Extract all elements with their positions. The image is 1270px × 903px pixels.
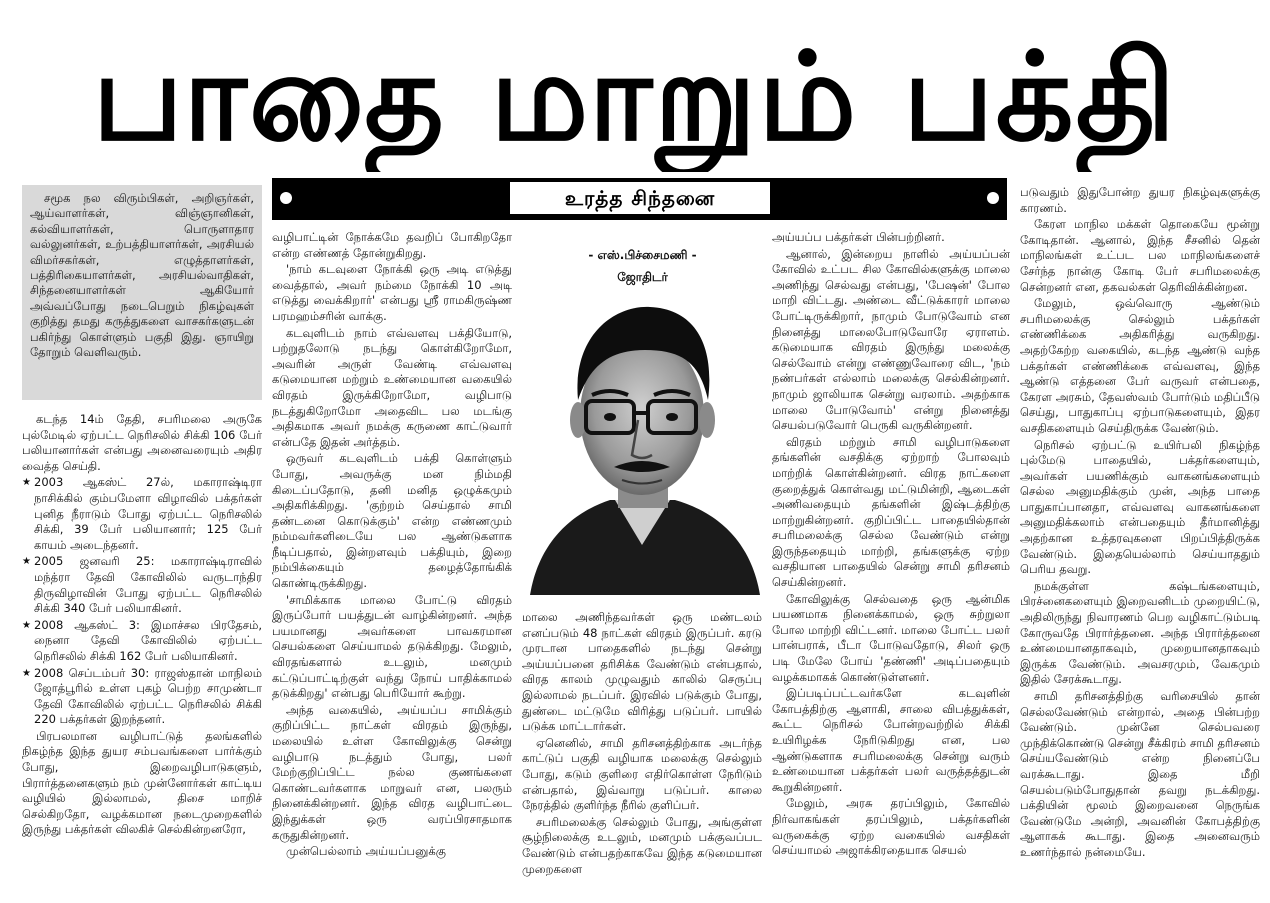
event-item: ★ 2008 செப்டம்பர் 30: ராஜஸ்தான் மாநிலம் ஜோத்பூரில் உள்ள புகழ் பெற்ற சாமுண்டா தேவி கோவிலில் ஏற்பட்ட நெரிசலில் சிக்கி 220 பக்தர்கள் இறந்தனர். [22,666,262,728]
paragraph: விரதம் மற்றும் சாமி வழிபாடுகளை தங்களின் வசதிக்கு ஏற்றாற் போலவும் மாற்றிக் கொள்கின்றனர். விரத நாட்களை குறைத்துக் கொள்வது மட்டுமின்றி, ஆடைகள் அணிவதையும் தங்களின் இஷ்டத்திற்கு மாற்றுகின்றனர். குறிப்பிட்ட பாதையில்தான் சபரிமலைக்கு செல்ல வேண்டும் என்று இருந்ததையும் மாற்றி, தங்களுக்கு ஏற்ற வசதியான பாதையில் சென்று சாமி தரிசனம் செய்கின்றனர். [772,434,1010,590]
paragraph: இப்படிப்பட்டவர்களே கடவுளின் கோபத்திற்கு ஆளாகி, சாலை விபத்துக்கள், கூட்ட நெரிசல் போன்றவற்றில் சிக்கி உயிரிழக்க நேரிடுகிறது என, பல ஆண்டுகளாக சபரிமலைக்கு சென்று வரும் உண்மையான பக்தர்கள் பலர் வருத்தத்துடன் கூறுகின்றனர். [772,686,1010,794]
column-banner-title: உரத்த சிந்தனை [510,182,770,214]
paragraph: மாலை அணிந்தவர்கள் ஒரு மண்டலம் எனப்படும் 48 நாட்கள் விரதம் இருப்பர். கரடு முரடான பாதைகளில் நடந்து சென்று அய்யப்பனை தரிசிக்க வேண்டும் என்பதால், விரத காலம் முழுவதும் காலில் செருப்பு இல்லாமல் நடப்பர். இரவில் படுக்கும் போது, துண்டை மட்டுமே விரித்து படுப்பர். பாயில் படுக்க மாட்டார்கள். [522,610,762,734]
byline-role: ஜோதிடர் [617,270,668,284]
event-item: ★ 2003 ஆகஸ்ட் 27ல், மகாராஷ்டிரா நாசிக்கில் கும்பமேளா விழாவில் பக்தர்கள் புனித நீராடும் போது ஏற்பட்ட நெரிசலில் சிக்கி, 39 பேர் பலியானார்; 125 பேர் காயம் அடைந்தனர். [22,475,262,553]
paragraph: நமக்குள்ள கஷ்டங்களையும், பிரச்னைகளையும் இறைவனிடம் முறையிட்டு, அதிலிருந்து நிவாரணம் பெற வழிகாட்டும்படி கோருவதே பிரார்த்தனை. அந்த பிரார்த்தனை உண்மையானதாகவும், முறையானதாகவும் இருக்க வேண்டும். அவசரமும், வேகமும் இதில் சேரக்கூடாது. [1020,578,1260,687]
paragraph: கடவுளிடம் நாம் எவ்வளவு பக்தியோடு, பற்றுதலோடு நடந்து கொள்கிறோமோ, அவரின் அருள் வேண்டி எவ்வளவு கடுமையான மற்றும் உண்மையான வகையில் விரதம் இருக்கிறோமோ, வழிபாடு நடத்துகிறோமோ அதைவிட பல மடங்கு அதிகமாக அவர் நமக்கு கருணை காட்டுவார் என்பதே இதன் அர்த்தம். [272,325,512,449]
paragraph: படுவதும் இதுபோன்ற துயர நிகழ்வுகளுக்கு காரணம். [1020,185,1260,215]
paragraph: கோவிலுக்கு செல்வதை ஒரு ஆன்மிக பயணமாக நினைக்காமல், ஒரு சுற்றுலா போல மாற்றி விட்டனர். மாலை போட்ட பலர் பான்பராக், பீடா போடுவதோடு, சிலர் ஒரு படி மேலே போய் 'தண்ணி' அடிப்பதையும் வழக்கமாகக் கொண்டுள்ளனர். [772,591,1010,684]
intro-text: சமூக நல விரும்பிகள், அறிஞர்கள், ஆய்வாளர்கள், விஞ்ஞானிகள், கல்வியாளர்கள், பொருளாதார வல்லுனர்கள், உற்பத்தியாளர்கள், அரசியல் விமர்சகர்கள், எழுத்தாளர்கள், பத்திரிகையாளர்கள், அரசியல்வாதிகள், சிந்தனையாளர்கள் ஆகியோர் அவ்வப்போது நடைபெறும் நிகழ்வுகள் குறித்து தமது கருத்துகளை வாசகர்களுடன் பகிர்ந்து கொள்ளும் பகுதி இது. ஞாயிறு தோறும் வெளிவரும். [30,191,254,360]
paragraph: கடந்த 14ம் தேதி, சபரிமலை அருகே புல்மேடில் ஏற்பட்ட நெரிசலில் சிக்கி 106 பேர் பலியானார்கள் என்பது அனைவரையும் அதிர வைத்த செய்தி. [22,412,262,473]
column-2 [272,230,512,900]
paragraph: பிரபலமான வழிபாட்டுத் தலங்களில் நிகழ்ந்த இந்த துயர சம்பவங்களை பார்க்கும் போது, இறைவழிபாடுகளும், பிரார்த்தனைகளும் நம் முன்னோர்கள் காட்டிய வழியில் இல்லாமல், திசை மாறிச் செல்கிறதோ, வழக்கமான நடைமுறைகளில் இருந்து பக்தர்கள் விலகிச் செல்கின்றனரோ, [22,728,262,837]
paragraph: ஏனெனில், சாமி தரிசனத்திற்காக அடர்ந்த காட்டுப் பகுதி வழியாக மலைக்கு செல்லும் போது, கடும் குளிரை எதிர்கொள்ள நேரிடும் என்பதால், இவ்வாறு படுப்பர். காலை நேரத்தில் குளிர்ந்த நீரில் குளிப்பர். [522,735,762,813]
bullet-left-icon [280,192,292,204]
paragraph: கேரள மாநில மக்கள் தொகையே மூன்று கோடிதான். ஆனால், இந்த சீசனில் தென் மாநிலங்கள் உட்பட பல மாநிலங்களைச் சேர்ந்த நான்கு கோடி பேர் சபரிமலைக்கு சென்றனர் என, தகவல்கள் தெரிவிக்கின்றன. [1020,217,1260,294]
paragraph: 'சாமிக்காக மாலை போட்டு விரதம் இருப்போர் பயத்துடன் வாழ்கின்றனர். அந்த பயமானது அவர்களை பாவகரமான செயல்களை செய்யாமல் தடுக்கிறது. மேலும், விரதங்களால் உடலும், மனமும் கட்டுப்பாட்டிற்குள் வந்து நோய் பாதிக்காமல் தடுக்கிறது' என்பது பெரியோர் கூற்று. [272,592,512,701]
paragraph: அய்யப்ப பக்தர்கள் பின்பற்றினர். [772,230,945,244]
paragraph: அந்த வகையில், அய்யப்ப சாமிக்கும் குறிப்பிட்ட நாட்கள் விரதம் இருந்து, மலையில் உள்ள கோவிலுக்கு சென்று வழிபாடு நடத்தும் போது, பலர் மேற்குறிப்பிட்ட நல்ல குணங்களை கொண்டவர்களாக மாறுவர் என, பலரும் நினைக்கின்றனர். இந்த விரத வழிபாட்டை இந்துக்கள் ஒரு வரப்பிரசாதமாக கருதுகின்றனர். [272,702,512,842]
bullet-right-icon [987,192,999,204]
byline-author: - எஸ்.பிச்சைமணி - [588,248,697,262]
author-portrait [520,295,765,595]
paragraph: ஆனால், இன்றைய நாளில் அய்யப்பன் கோவில் உட்பட சில கோவில்களுக்கு மாலை அணிந்து செல்வது என்பது, 'பேஷன்' போல மாறி விட்டது. அண்டை வீட்டுக்காரர் மாலை போட்டிருக்கிறார், நாமும் போடுவோம் என நினைத்து மாலைபோடுவோரே ஏராளம். கடுமையாக விரதம் இருந்து மலைக்கு செல்வோம் என்று எண்ணுவோரை விட, 'நம் நண்பர்கள் எல்லாம் மலைக்கு செல்கின்றனர். நாமும் ஜாலியாக சென்று வரலாம். அதற்காக மாலை போடுவோம்' என்று நினைத்து செயல்படுவோர் பெருகி வருகின்றனர். [772,246,1010,433]
byline [520,244,765,288]
paragraph: முன்பெல்லாம் அய்யப்பனுக்கு [286,844,446,859]
column-banner [272,178,1007,220]
paragraph: நெரிசல் ஏற்பட்டு உயிர்பலி நிகழ்ந்த புல்மேடு பாதையில், பக்தர்களையும், அவர்கள் பயணிக்கும் வாகனங்களையும் செல்ல அனுமதிக்கும் முன், அந்த பாதை பாதுகாப்பானதா, எவ்வளவு வாகனங்களை அனுமதிக்கலாம் என்பதையும் தீர்மானித்து அதற்கான உத்தரவுகளை பிறப்பித்திருக்க வேண்டும். இதையெல்லாம் செய்யாததும் பெரிய தவறு. [1020,437,1260,577]
paragraph: சாமி தரிசனத்திற்கு வரிசையில் தான் செல்லவேண்டும் என்றால், அதை பின்பற்ற வேண்டும். முன்னே செல்பவரை முந்திக்கொண்டு சென்று சீக்கிரம் சாமி தரிசனம் செய்யவேண்டும் என்ற நினைப்பே வரக்கூடாது. இதை மீறி செயல்படும்போதுதான் தவறு நடக்கிறது. பக்தியின் மூலம் இறைவனை நெருங்க வேண்டுமே அன்றி, அவனின் கோபத்திற்கு ஆளாகக் கூடாது. இதை அனைவரும் உணர்ந்தால் நன்மையே. [1020,689,1260,859]
paragraph: ஒருவர் கடவுளிடம் பக்தி கொள்ளும் போது, அவருக்கு மன நிம்மதி கிடைப்பதோடு, தனி மனித ஒழுக்கமும் அதிகரிக்கிறது. 'குற்றம் செய்தால் சாமி தண்டனை கொடுக்கும்' என்ற எண்ணமும் நம்மவர்களிடையே பல ஆண்டுகளாக நீடிப்பதால், இன்றளவும் பக்தியும், இறை நம்பிக்கையும் தழைத்தோங்கிக் கொண்டிருக்கிறது. [272,451,512,591]
paragraph: 'நாம் கடவுளை நோக்கி ஒரு அடி எடுத்து வைத்தால், அவர் நம்மை நோக்கி 10 அடி எடுத்து வைக்கிறார்' என்பது ஸ்ரீ ராமகிருஷ்ண பரமஹம்சரின் வாக்கு. [272,262,512,323]
headline: பாதை மாறும் பக்தி [92,26,1178,168]
event-item: ★ 2005 ஜனவரி 25: மகாராஷ்டிராவில் மந்த்ரா தேவி கோவிலில் வருடாந்திர திருவிழாவின் போது ஏற்பட்ட நெரிசலில் சிக்கி 340 பேர் பலியாகினர். [22,554,262,616]
intro-box [22,185,262,400]
paragraph: சபரிமலைக்கு செல்லும் போது, அங்குள்ள சூழ்நிலைக்கு உடலும், மனமும் பக்குவப்பட வேண்டும் என்பதற்காகவே இந்த கடுமையான முறைகளை [522,814,762,876]
paragraph: வழிபாட்டின் நோக்கமே தவறிப் போகிறதோ என்ற எண்ணத் தோன்றுகிறது. [272,230,512,260]
event-item: ★ 2008 ஆகஸ்ட் 3: இமாச்சல பிரதேசம், நைனா தேவி கோவிலில் ஏற்பட்ட நெரிசலில் சிக்கி 162 பேர் பலியாகினர். [22,618,262,665]
column-3 [522,610,762,900]
column-1 [22,412,262,900]
column-5 [1020,185,1260,900]
paragraph: மேலும், அரசு தரப்பிலும், கோவில் நிர்வாகங்கள் தரப்பிலும், பக்தர்களின் வருகைக்கு ஏற்ற வகையில் வசதிகள் செய்யாமல் அஜாக்கிரதையாக செயல் [772,796,1010,858]
column-4 [772,230,1010,900]
paragraph: மேலும், ஒவ்வொரு ஆண்டும் சபரிமலைக்கு செல்லும் பக்தர்கள் எண்ணிக்கை அதிகரித்து வருகிறது. அதற்கேற்ற வகையில், கடந்த ஆண்டு வந்த பக்தர்கள் எண்ணிக்கை எவ்வளவு, இந்த ஆண்டு எத்தனை பேர் வருவர் என்பதை, கேரள அரசும், தேவஸ்வம் போர்டும் மதிப்பீடு செய்து, பாதுகாப்பு ஏற்பாடுகளையும், இதர வசதிகளையும் செய்திருக்க வேண்டும். [1020,296,1260,435]
